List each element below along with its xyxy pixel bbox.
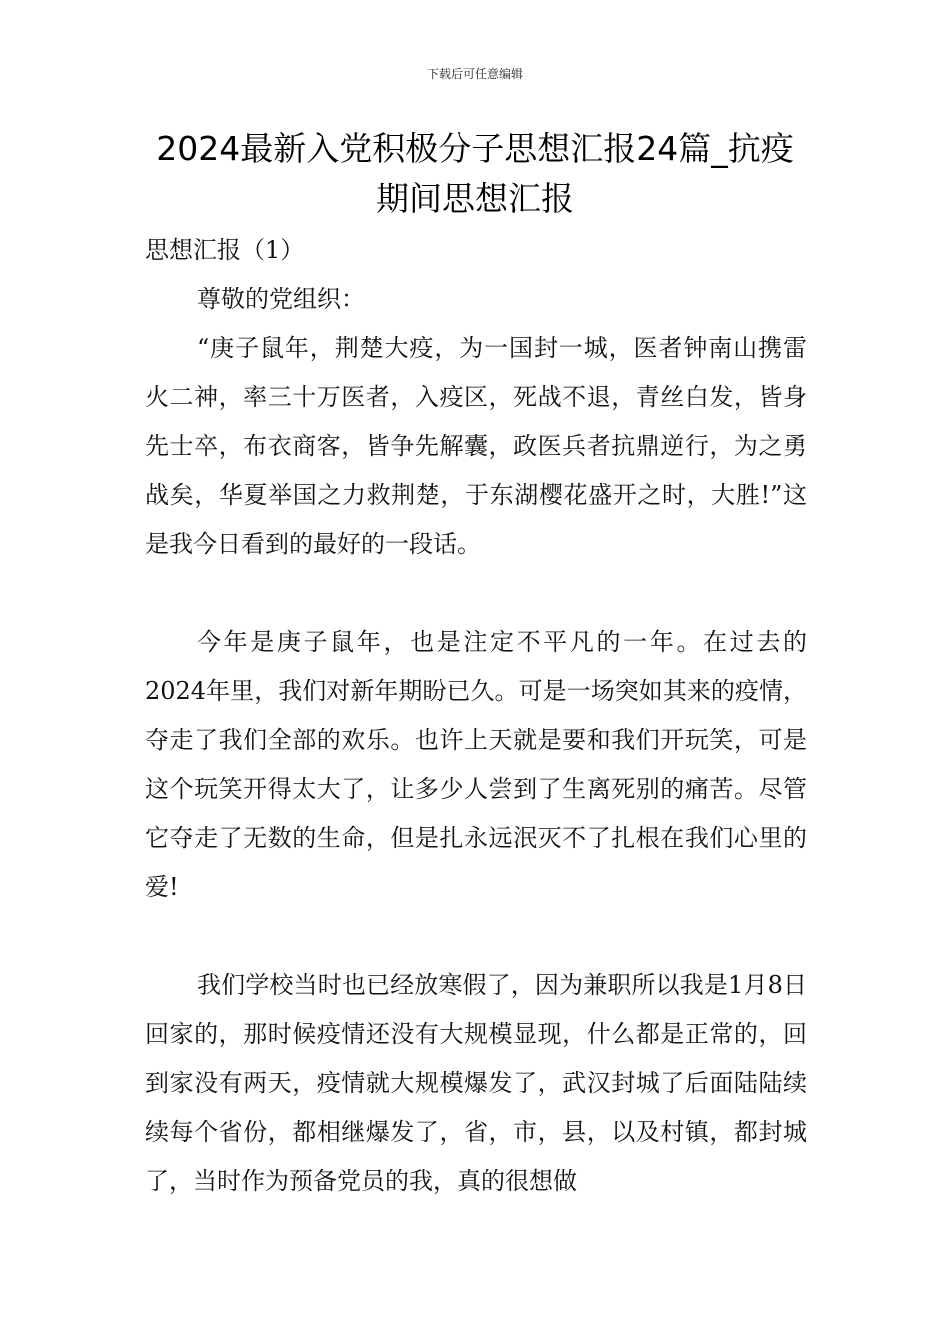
salutation: 尊敬的党组织： bbox=[197, 285, 365, 313]
paragraph-spacer bbox=[145, 569, 807, 618]
paragraph-2: 今年是庚子鼠年，也是注定不平凡的一年。在过去的2024年里，我们对新年期盼已久。可是一场突如其来的疫情，夺走了我们全部的欢乐。也许上天就是要和我们开玩笑，可是这个玩笑开得太大了，让多少人尝到了生离死别的痛苦。尽管它夺走了无数的生命，但是扎永远泯灭不了扎根在我们心里的爱! bbox=[145, 628, 807, 901]
paragraph-spacer bbox=[145, 912, 807, 961]
document-title: 2024最新入党积极分子思想汇报24篇_抗疫期间思想汇报 bbox=[156, 129, 794, 218]
header-note: 下载后可任意编辑 bbox=[426, 67, 523, 81]
document-body bbox=[145, 226, 807, 1206]
paragraph-3: 我们学校当时也已经放寒假了，因为兼职所以我是1月8日回家的，那时候疫情还没有大规模显现，什么都是正常的，回到家没有两天，疫情就大规模爆发了，武汉封城了后面陆陆续续每个省份，都相继爆发了，省，市，县，以及村镇，都封城了，当时作为预备党员的我，真的很想做 bbox=[145, 971, 807, 1195]
section-heading: 思想汇报（1） bbox=[145, 236, 305, 264]
paragraph-1: “庚子鼠年，荆楚大疫，为一国封一城，医者钟南山携雷火二神，率三十万医者，入疫区，死战不退，青丝白发，皆身先士卒，布衣商客，皆争先解囊，政医兵者抗鼎逆行，为之勇战矣，华夏举国之力救荆楚，于东湖樱花盛开之时，大胜!”这是我今日看到的最好的一段话。 bbox=[145, 334, 807, 558]
